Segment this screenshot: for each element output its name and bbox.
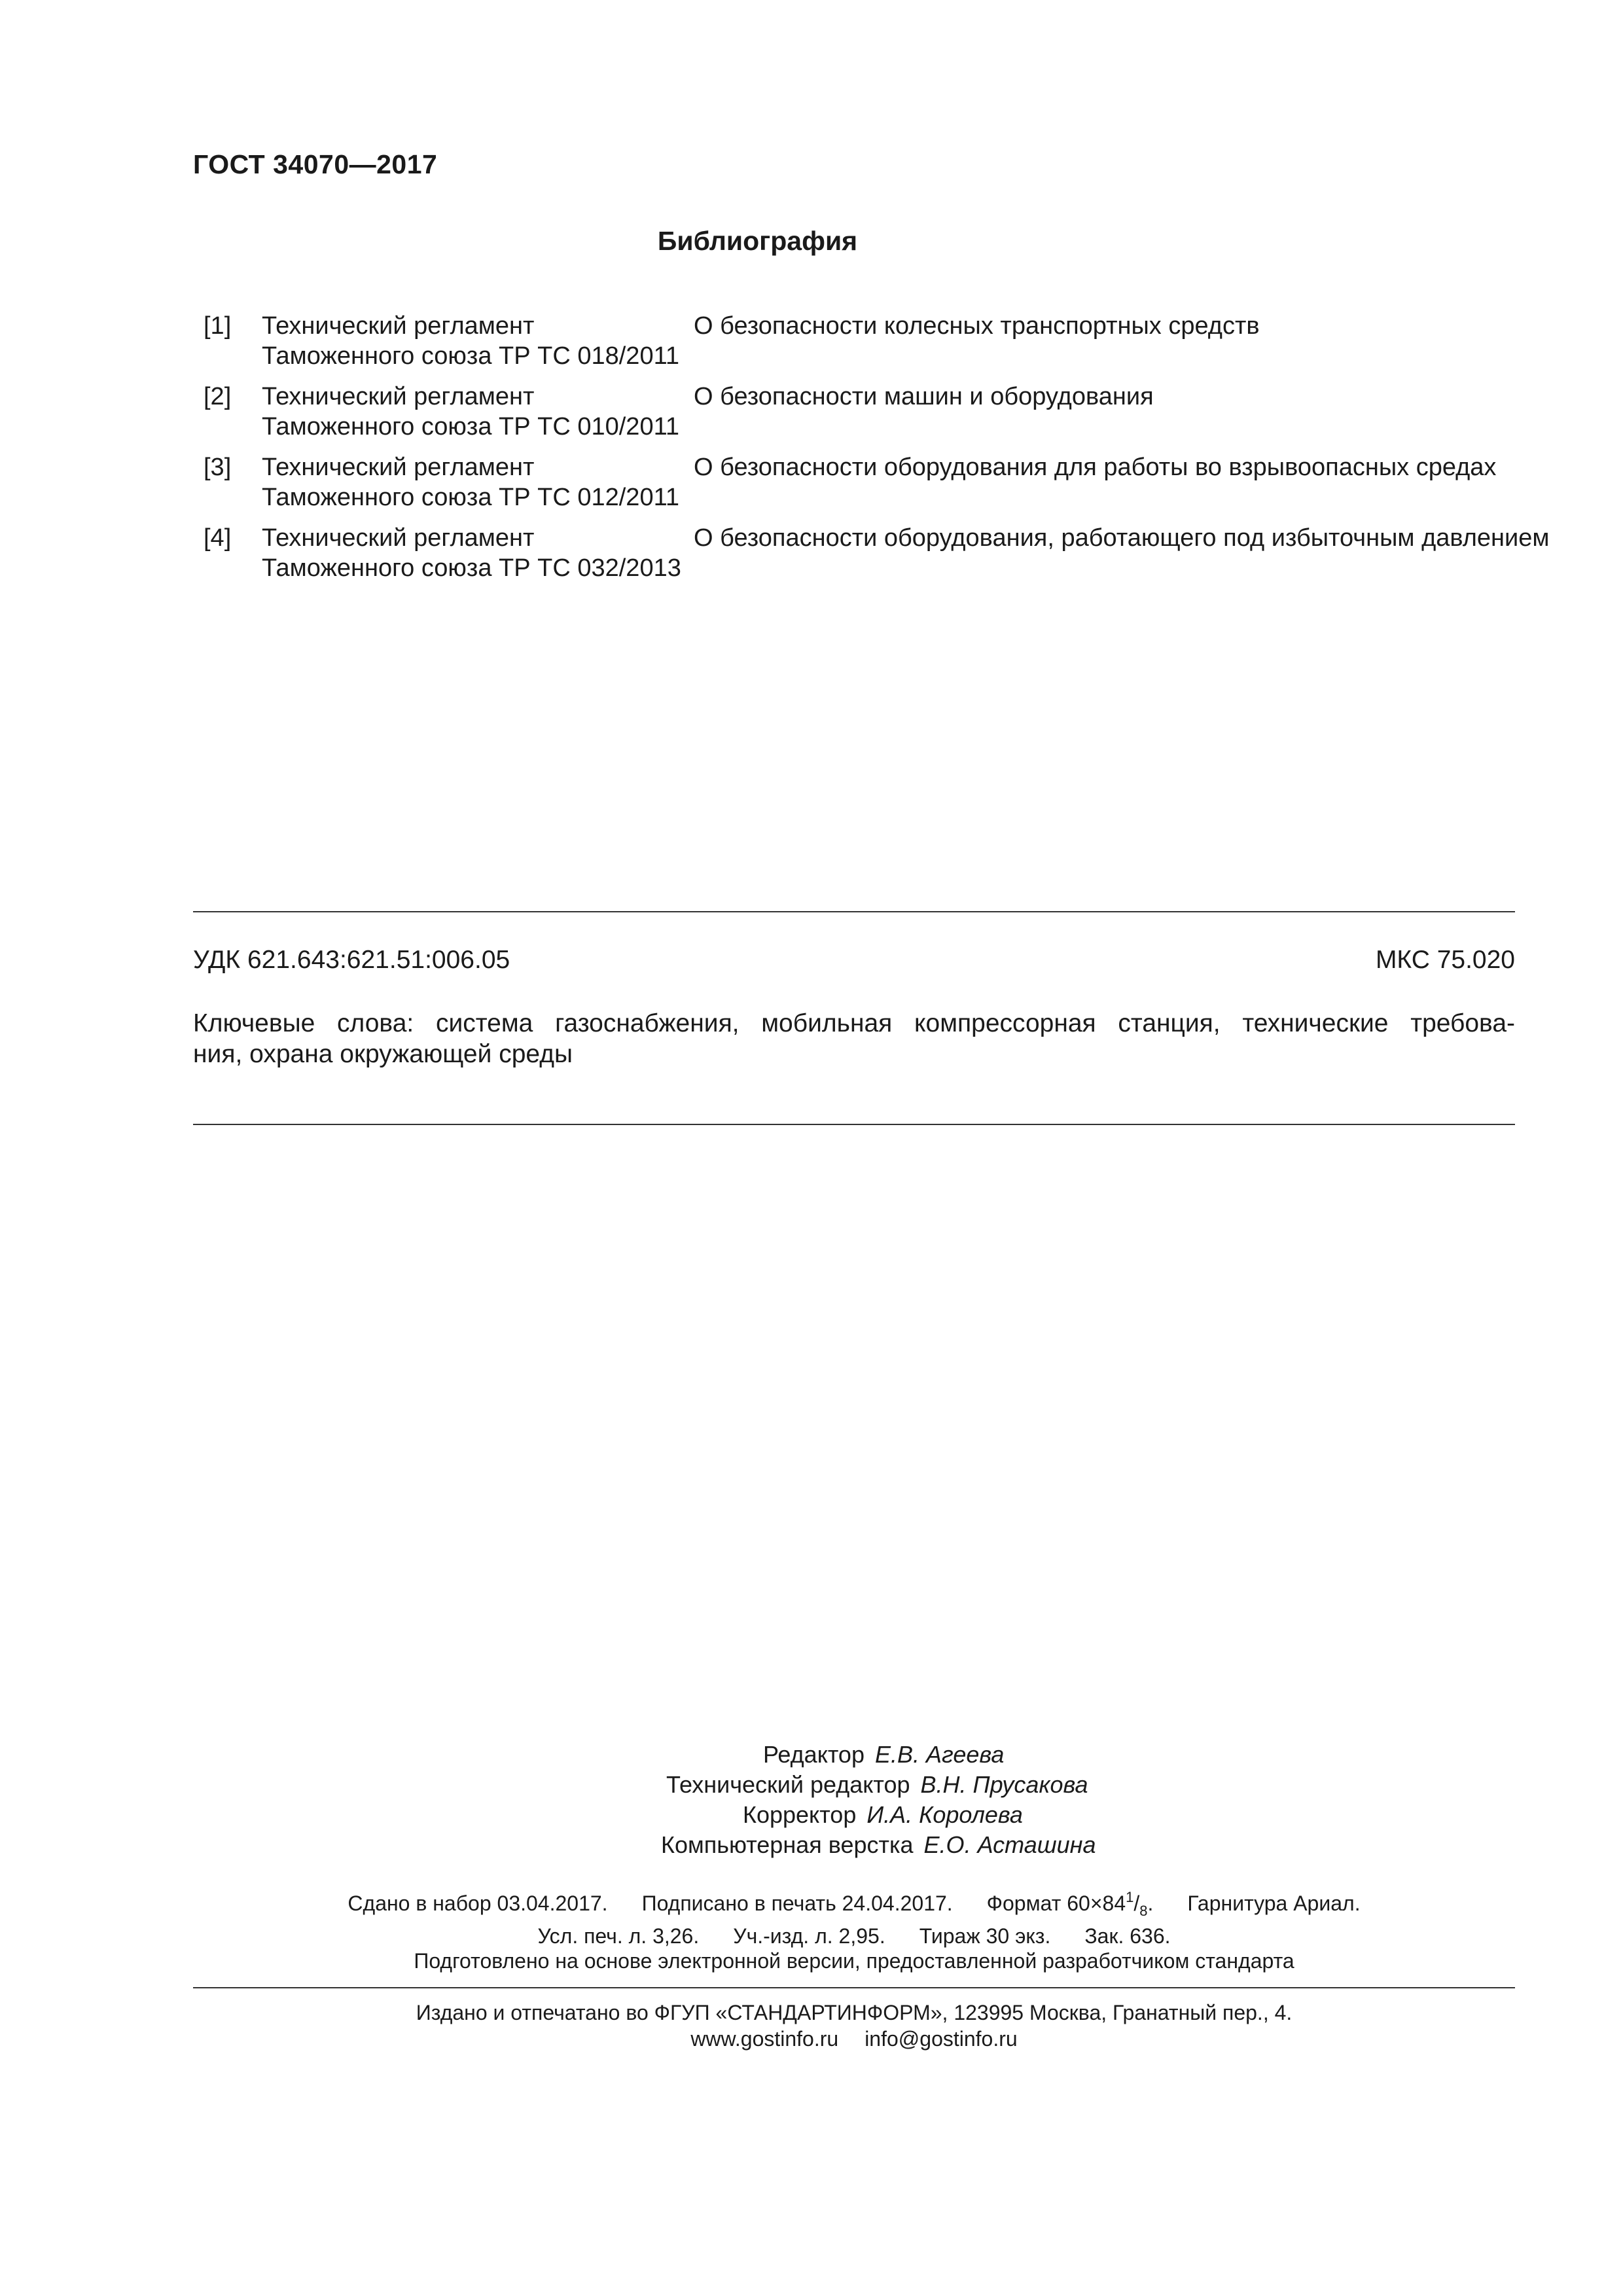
bibliography-item-doc-line: Таможенного союза ТР ТС 018/2011	[262, 342, 680, 370]
divider-bottom	[193, 1987, 1515, 1988]
staff-row-layout	[661, 1830, 1096, 1860]
bibliography-item-number: [1]	[204, 312, 232, 340]
bibliography-item-number: [2]	[204, 383, 232, 410]
bibliography-item-document	[262, 382, 679, 442]
print-signed: Подписано в печать 24.04.2017.	[641, 1892, 953, 1915]
print-submitted: Сдано в набор 03.04.2017.	[348, 1892, 608, 1915]
bibliography-item-doc-line: Технический регламент	[262, 312, 535, 340]
print-format: Формат $60\times 84^1/_8$.	[986, 1889, 1154, 1919]
bibliography-list	[193, 311, 1550, 594]
divider-keywords	[193, 1124, 1515, 1125]
publisher-info	[193, 2000, 1515, 2052]
staff-role: Корректор	[743, 1801, 857, 1828]
bibliography-item	[193, 382, 1515, 452]
print-circulation: Тираж 30 экз.	[919, 1924, 1051, 1948]
mks-code: МКС 75.020	[1375, 946, 1515, 974]
staff-person: И.А. Королева	[866, 1801, 1023, 1828]
bibliography-item-doc-line: Технический регламент	[262, 454, 535, 481]
staff-role: Компьютерная верстка	[661, 1831, 914, 1858]
keywords-line: Ключевые слова: система газоснабжения, мобильная компрессорная станция, технические требова-	[193, 1009, 1515, 1037]
staff-row-editor	[763, 1740, 1004, 1770]
pub-sheets: Уч.-изд. л. 2,95.	[733, 1924, 885, 1948]
print-sheets: Усл. печ. л. 3,26.	[537, 1924, 700, 1948]
bibliography-item-document	[262, 452, 679, 512]
publisher-website-link[interactable]: www.gostinfo.ru	[690, 2027, 839, 2051]
bibliography-item-subject: О безопасности машин и оборудования	[694, 383, 1154, 410]
bibliography-item-document	[262, 523, 681, 583]
publisher-email-link[interactable]: info@gostinfo.ru	[865, 2027, 1018, 2051]
publisher-contacts	[193, 2026, 1515, 2052]
bibliography-item-doc-line: Таможенного союза ТР ТС 032/2013	[262, 554, 681, 582]
standard-number: ГОСТ 34070—2017	[193, 149, 438, 179]
print-info-line	[193, 1885, 1515, 1924]
bibliography-item	[193, 311, 1515, 382]
staff-person: В.Н. Прусакова	[920, 1771, 1088, 1798]
bibliography-item-subject: О безопасности оборудования для работы во взрывоопасных средах	[694, 454, 1497, 481]
bibliography-title: Библиография	[657, 226, 858, 256]
divider-top	[193, 911, 1515, 912]
staff-row-proofreader	[743, 1800, 1023, 1830]
udk-code: УДК 621.643:621.51:006.05	[193, 946, 510, 974]
bibliography-item-doc-line: Таможенного союза ТР ТС 012/2011	[262, 484, 680, 511]
bibliography-item-document	[262, 311, 679, 371]
bibliography-item-number: [4]	[204, 524, 232, 552]
print-info	[193, 1885, 1515, 1973]
bibliography-item-number: [3]	[204, 454, 232, 481]
bibliography-item-subject: О безопасности колесных транспортных средств	[694, 312, 1260, 340]
staff-role: Редактор	[763, 1741, 865, 1768]
bibliography-item	[193, 523, 1550, 594]
print-typeface: Гарнитура Ариал.	[1187, 1892, 1361, 1915]
bibliography-item-doc-line: Таможенного союза ТР ТС 010/2011	[262, 413, 680, 440]
bibliography-item-doc-line: Технический регламент	[262, 383, 535, 410]
print-order: Зак. 636.	[1084, 1924, 1171, 1948]
keywords-line: ния, охрана окружающей среды	[193, 1040, 573, 1068]
staff-role: Технический редактор	[666, 1771, 910, 1798]
bibliography-item-doc-line: Технический регламент	[262, 524, 535, 552]
bibliography-item	[193, 452, 1515, 523]
publisher-address: Издано и отпечатано во ФГУП «СТАНДАРТИНФОРМ», 123995 Москва, Гранатный пер., 4.	[416, 2001, 1293, 2024]
keywords	[193, 1008, 1515, 1069]
staff-person: Е.В. Агеева	[874, 1741, 1005, 1768]
staff-row-tech-editor	[666, 1770, 1088, 1800]
bibliography-item-subject: О безопасности оборудования, работающего под избыточным давлением	[694, 524, 1550, 552]
print-info-line	[193, 1924, 1515, 1948]
staff-person: Е.О. Асташина	[923, 1831, 1096, 1858]
print-prepared-note: Подготовлено на основе электронной версии, предоставленной разработчиком стандарта	[414, 1949, 1294, 1973]
